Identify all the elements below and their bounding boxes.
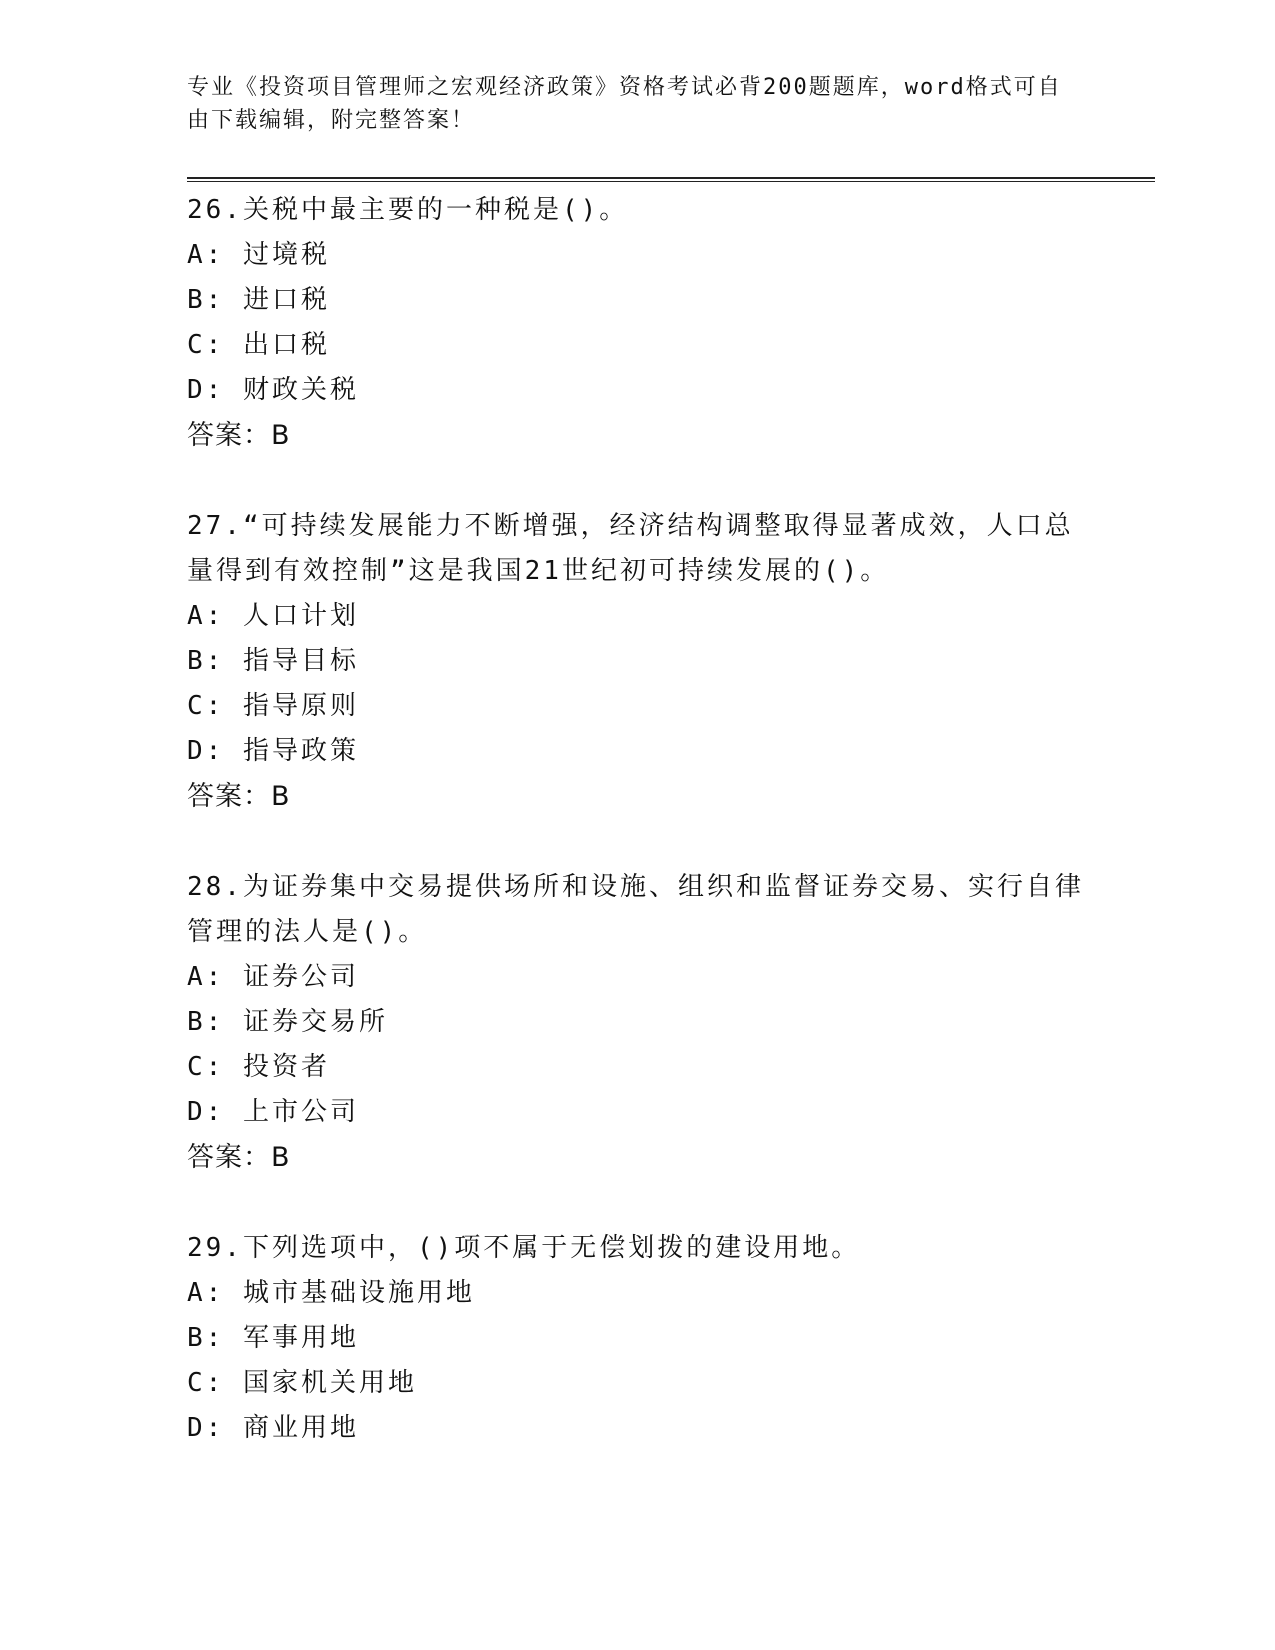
option-b: B: 进口税 (187, 285, 330, 315)
header-divider (187, 177, 1155, 179)
option-c: C: 指导原则 (187, 691, 359, 721)
question-29 (187, 1226, 1087, 1451)
question-26 (187, 188, 1087, 458)
question-stem: 29.下列选项中，()项不属于无偿划拨的建设用地。 (187, 1233, 861, 1263)
option-d: D: 上市公司 (187, 1097, 359, 1127)
option-b: B: 军事用地 (187, 1323, 359, 1353)
option-c: C: 国家机关用地 (187, 1368, 417, 1398)
question-stem: 27.“可持续发展能力不断增强，经济结构调整取得显著成效，人口总量得到有效控制”这是我国21世纪初可持续发展的()。 (187, 511, 1074, 586)
option-b: B: 指导目标 (187, 646, 359, 676)
option-a: A: 城市基础设施用地 (187, 1278, 475, 1308)
option-d: D: 财政关税 (187, 375, 359, 405)
option-a: A: 证券公司 (187, 962, 359, 992)
option-a: A: 人口计划 (187, 601, 359, 631)
answer: 答案：B (187, 781, 291, 812)
question-stem: 28.为证券集中交易提供场所和设施、组织和监督证券交易、实行自律管理的法人是()。 (187, 872, 1084, 947)
option-c: C: 投资者 (187, 1052, 330, 1082)
option-b: B: 证券交易所 (187, 1007, 388, 1037)
question-stem: 26.关税中最主要的一种税是()。 (187, 195, 629, 225)
header-divider-thin (187, 181, 1155, 182)
question-27 (187, 504, 1087, 819)
option-a: A: 过境税 (187, 240, 330, 270)
question-28 (187, 865, 1087, 1180)
option-d: D: 指导政策 (187, 736, 359, 766)
option-c: C: 出口税 (187, 330, 330, 360)
answer: 答案：B (187, 1142, 291, 1173)
option-d: D: 商业用地 (187, 1413, 359, 1443)
document-header: 专业《投资项目管理师之宏观经济政策》资格考试必背200题题库，word格式可自由下载编辑，附完整答案！ (187, 75, 1062, 133)
question-list (187, 188, 1087, 1497)
answer: 答案：B (187, 420, 291, 451)
